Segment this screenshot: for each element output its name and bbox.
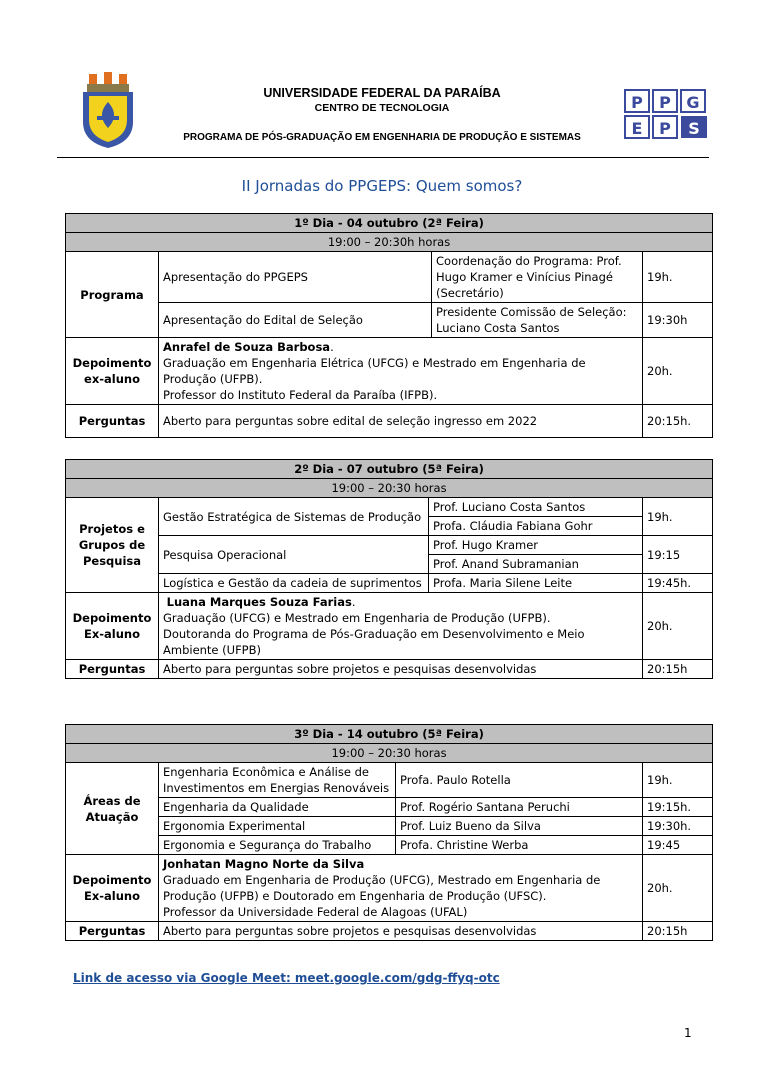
testimonial-name: Anrafel de Souza Barbosa [163, 340, 331, 354]
university-crest-icon [79, 72, 137, 148]
section-label: Depoimento Ex-aluno [66, 593, 159, 660]
time-cell: 19:15h. [643, 798, 713, 817]
testimonial-cell [159, 338, 643, 405]
testimonial-text: Graduação (UFCG) e Mestrado em Engenharia de Produção (UFPB). [163, 611, 551, 625]
questions-cell: Aberto para perguntas sobre projetos e pesquisas desenvolvidas [159, 922, 643, 941]
testimonial-text: Doutoranda do Programa de Pós-Graduação em Desenvolvimento e Meio Ambiente (UFPB) [163, 627, 585, 657]
testimonial-cell [159, 593, 643, 660]
logo-letter: P [659, 93, 671, 112]
activity-cell: Gestão Estratégica de Sistemas de Produção [159, 498, 429, 536]
testimonial-name: Luana Marques Souza Farias [166, 595, 352, 609]
section-label: Perguntas [66, 660, 159, 679]
time-cell: 20:15h. [643, 405, 713, 438]
logo-letter: P [659, 119, 671, 138]
day3-schedule-table [65, 724, 713, 941]
activity-cell: Ergonomia Experimental [159, 817, 396, 836]
day2-schedule-table [65, 459, 713, 679]
letterhead [57, 62, 709, 158]
speaker-cell: Presidente Comissão de Seleção: Luciano Costa Santos [432, 303, 643, 338]
table-row [66, 763, 713, 798]
activity-cell: Apresentação do Edital de Seleção [159, 303, 432, 338]
section-label: Depoimento ex-aluno [66, 338, 159, 405]
time-cell: 20h. [643, 338, 713, 405]
testimonial-text: Graduação em Engenharia Elétrica (UFCG) e Mestrado em Engenharia de Produção (UFPB). [163, 356, 586, 386]
table-row [66, 922, 713, 941]
speaker-cell: Prof. Hugo Kramer [429, 536, 643, 555]
time-cell: 19h. [643, 763, 713, 798]
table-row [66, 817, 713, 836]
table-row [66, 836, 713, 855]
questions-cell: Aberto para perguntas sobre projetos e pesquisas desenvolvidas [159, 660, 643, 679]
speaker-cell: Prof. Luciano Costa Santos [429, 498, 643, 517]
activity-cell: Logística e Gestão da cadeia de suprimentos [159, 574, 429, 593]
section-label: Projetos e Grupos de Pesquisa [66, 498, 159, 593]
page-title: II Jornadas do PPGEPS: Quem somos? [241, 177, 523, 195]
testimonial-name-suffix: . [330, 340, 334, 354]
time-cell: 20:15h [643, 660, 713, 679]
testimonial-text: Professor do Instituto Federal da Paraíba (IFPB). [163, 388, 438, 402]
section-label: Programa [66, 252, 159, 338]
program-name: PROGRAMA DE PÓS-GRADUAÇÃO EM ENGENHARIA DE PRODUÇÃO E SISTEMAS [183, 132, 581, 143]
ppgeps-logo [623, 88, 709, 140]
table-row [66, 660, 713, 679]
testimonial-name-suffix: . [351, 595, 356, 609]
testimonial-cell [159, 855, 643, 922]
table-row [66, 855, 713, 922]
section-label: Perguntas [66, 405, 159, 438]
speaker-cell: Prof. Anand Subramanian [429, 555, 643, 574]
day1-schedule-table [65, 213, 713, 438]
time-cell: 19:30h [643, 303, 713, 338]
section-label: Depoimento Ex-aluno [66, 855, 159, 922]
day2-heading: 2º Dia - 07 outubro (5ª Feira) [66, 460, 713, 479]
logo-letter: S [688, 119, 700, 138]
testimonial-text: Graduado em Engenharia de Produção (UFCG), Mestrado em Engenharia de Produção (UFPB) e Doutorado em Engenharia de Produção (UFSC). [163, 873, 601, 903]
speaker-cell: Profa. Paulo Rotella [396, 763, 643, 798]
table-row [66, 593, 713, 660]
speaker-cell: Coordenação do Programa: Prof. Hugo Kramer e Vinícius Pinagé (Secretário) [432, 252, 643, 303]
table-row [66, 798, 713, 817]
testimonial-name: Jonhatan Magno Norte da Silva [163, 857, 365, 871]
section-label: Áreas de Atuação [66, 763, 159, 855]
activity-cell: Engenharia Econômica e Análise de Investimentos em Energias Renováveis [159, 763, 396, 798]
time-cell: 20h. [643, 855, 713, 922]
table-row [66, 338, 713, 405]
table-row [66, 303, 713, 338]
logo-letter: P [631, 93, 643, 112]
center-name: CENTRO DE TECNOLOGIA [314, 102, 450, 114]
questions-cell: Aberto para perguntas sobre edital de seleção ingresso em 2022 [159, 405, 643, 438]
activity-cell: Pesquisa Operacional [159, 536, 429, 574]
day3-hours: 19:00 – 20:30 horas [66, 744, 713, 763]
day1-heading: 1º Dia - 04 outubro (2ª Feira) [66, 214, 713, 233]
section-label: Perguntas [66, 922, 159, 941]
time-cell: 19h. [643, 498, 713, 536]
speaker-cell: Profa. Maria Silene Leite [429, 574, 643, 593]
testimonial-text: Professor da Universidade Federal de Alagoas (UFAL) [163, 905, 468, 919]
time-cell: 20:15h [643, 922, 713, 941]
speaker-cell: Profa. Cláudia Fabiana Gohr [429, 517, 643, 536]
day1-hours: 19:00 – 20:30h horas [66, 233, 713, 252]
speaker-cell: Prof. Luiz Bueno da Silva [396, 817, 643, 836]
day2-hours: 19:00 – 20:30 horas [66, 479, 713, 498]
table-row [66, 498, 713, 517]
time-cell: 19:15 [643, 536, 713, 574]
time-cell: 19:30h. [643, 817, 713, 836]
google-meet-link[interactable]: Link de acesso via Google Meet: meet.google.com/gdg-ffyq-otc [73, 971, 500, 985]
time-cell: 19:45h. [643, 574, 713, 593]
page-number: 1 [684, 1026, 692, 1040]
university-name: UNIVERSIDADE FEDERAL DA PARAÍBA [263, 86, 501, 100]
table-row [66, 536, 713, 555]
table-row [66, 405, 713, 438]
activity-cell: Ergonomia e Segurança do Trabalho [159, 836, 396, 855]
day3-heading: 3º Dia - 14 outubro (5ª Feira) [66, 725, 713, 744]
logo-letter: E [631, 119, 643, 138]
activity-cell: Engenharia da Qualidade [159, 798, 396, 817]
header-divider [57, 157, 709, 158]
time-cell: 19:45 [643, 836, 713, 855]
table-row [66, 252, 713, 303]
time-cell: 19h. [643, 252, 713, 303]
time-cell: 20h. [643, 593, 713, 660]
speaker-cell: Profa. Christine Werba [396, 836, 643, 855]
speaker-cell: Prof. Rogério Santana Peruchi [396, 798, 643, 817]
activity-cell: Apresentação do PPGEPS [159, 252, 432, 303]
logo-letter: G [686, 93, 700, 112]
